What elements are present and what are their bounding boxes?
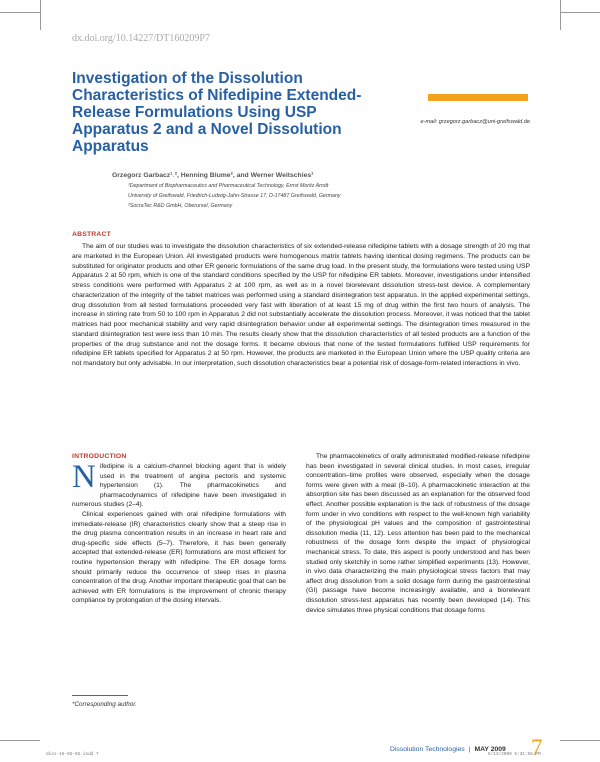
crop-mark bbox=[560, 12, 600, 13]
column-left bbox=[72, 459, 286, 606]
crop-mark bbox=[0, 740, 40, 741]
drop-cap: N bbox=[72, 459, 96, 495]
print-slug-file: diss-16-02-02.indd 7 bbox=[46, 752, 99, 757]
crop-mark bbox=[560, 0, 561, 30]
article-title: Investigation of the Dissolution Characteristics of Nifedipine Extended-Release Formulations Using USP Apparatus 2 and a Novel Dissolution Apparatus bbox=[72, 70, 362, 155]
issue-date: MAY 2009 bbox=[474, 746, 506, 753]
column-right bbox=[306, 452, 530, 615]
introduction-heading: INTRODUCTION bbox=[72, 453, 127, 460]
page-number: 7 bbox=[531, 735, 543, 760]
author-list: Grzegorz Garbacz¹˒², Henning Blume², and Werner Weitschies¹ bbox=[112, 172, 314, 179]
footnote-rule bbox=[72, 695, 128, 696]
footer-separator: | bbox=[468, 746, 471, 753]
paragraph: Clinical experiences gained with oral nifedipine formulations with immediate-release (IR) characteristics clearly show that a steep rise in the drug plasma concentration results in an increase in heart rate and drug-specific side effects (5–7). Therefore, it has been generally accepted that extended-release (ER) formulations are most efficient for routine hypertension therapy with nifedipine. The ER dosage forms should primarily reduce the occurrence of steep rises in plasma concentration of the drug. Another important therapeutic goal that can be achieved with ER formulations is the improvement of chronic therapy compliance by prolongation of the dosing intervals. bbox=[72, 510, 286, 605]
affiliation-line: ¹Department of Biopharmaceutics and Pharmaceutical Technology, Ernst Moritz Arndt bbox=[128, 183, 329, 189]
affiliation-line: ²SocraTec R&D GmbH, Oberursel, Germany bbox=[128, 203, 233, 209]
paragraph-text: ifedipine is a calcium-channel blocking agent that is widely used in the treatment of angina pectoris and systemic hypertension (1). The pharmacokinetics and pharmacodynamics of nifedipine have been investigated in numerous studies (2–4). bbox=[72, 463, 286, 509]
affiliation-line: University of Greifswald, Friedrich-Ludwig-Jahn-Strasse 17, D-17487 Greifswald, Germany bbox=[128, 193, 341, 199]
author-email[interactable]: e-mail: grzegorz.garbacz@uni-greifswald.de bbox=[420, 119, 530, 125]
paragraph: The pharmacokinetics of orally administrated modified-release nifedipine has been investigated in several clinical studies. In most cases, irregular concentration–time profiles were observed, especially when the dosage forms were given with a meal (8–10). A pharmacokinetic interaction at the absorption site has been discussed as an explanation for the observed food effect. Another possible explanation is the lack of robustness of the dosage form under in vivo conditions with respect to the well-known high variability of the physiological pH values and the composition of gastrointestinal dissolution media (11, 12). Less attention has been paid to the mechanical robustness of the dosage form despite the impact of physiological mechanical stress. To date, this aspect is poorly understood and has been studied only sketchily in some rather simplified experiments (13). However, in vivo data characterizing the main physiological stress factors that may affect drug dissolution from a solid dosage form during the gastrointestinal (GI) passage have become increasingly available, and a biorelevant dissolution stress-test apparatus has recently been developed (14). This device simulates three physical conditions that dosage forms bbox=[306, 453, 530, 614]
journal-name: Dissolution Technologies bbox=[390, 746, 465, 753]
abstract-heading: ABSTRACT bbox=[72, 231, 111, 238]
footnote: *Corresponding author. bbox=[72, 701, 137, 708]
crop-mark bbox=[560, 740, 600, 741]
print-slug-time: 5/13/2009 5:31:58 PM bbox=[488, 752, 541, 757]
abstract-body: The aim of our studies was to investigate the dissolution characteristics of six extended-release nifedipine tablets with a dosage strength of 20 mg that are marketed in the European Union. All investigated products were homogenous matrix tablets having identical dosing regimens. The products can be substituted for originator products and other ER generic formulations of the same drug load. In the present study, the formulations were tested using USP Apparatus 2 at 50 rpm, which is one of the standard conditions specified by the USP for nifedipine ER tablets. Moreover, investigations under intensified stress conditions were performed with Apparatus 2 at 100 rpm, as well as in a novel biorelevant dissolution stress-test device. A complementary characterization of the integrity of the tablet matrices was performed using a standard disintegration test apparatus. In the applied experimental settings, drug dissolution from all tested formulations proceeded very fast with liberation of at least 15 mg of drug within the first two hours of analysis. The increase in stirring rate from 50 to 100 rpm in Apparatus 2 did not substantially accelerate the dissolution process. Moreover, it was noticed that the tablet matrices had poor mechanical stability and very rapid disintegration behavior under all experimental settings. The disintegration times measured in the standard disintegration test were less than 10 min. The results clearly show that the dissolution characteristics of all tested products are a function of the properties of the drug substance and not the dosage forms. It became obvious that none of the tested formulations fulfilled USP requirements for nifedipine ER tablets specified for Apparatus 2 at 50 rpm. However, the products are marketed in the European Union where the USP quality criteria are not mandatory but only advisable. In our interpretation, such dissolution characteristics bear a potential risk of dosage-form-related interactions in vivo. bbox=[72, 243, 530, 367]
crop-mark bbox=[0, 12, 40, 13]
doi-link[interactable]: dx.doi.org/10.14227/DT160209P7 bbox=[72, 33, 210, 44]
accent-bar bbox=[428, 94, 528, 101]
paragraph bbox=[72, 459, 286, 510]
crop-mark bbox=[40, 0, 41, 30]
